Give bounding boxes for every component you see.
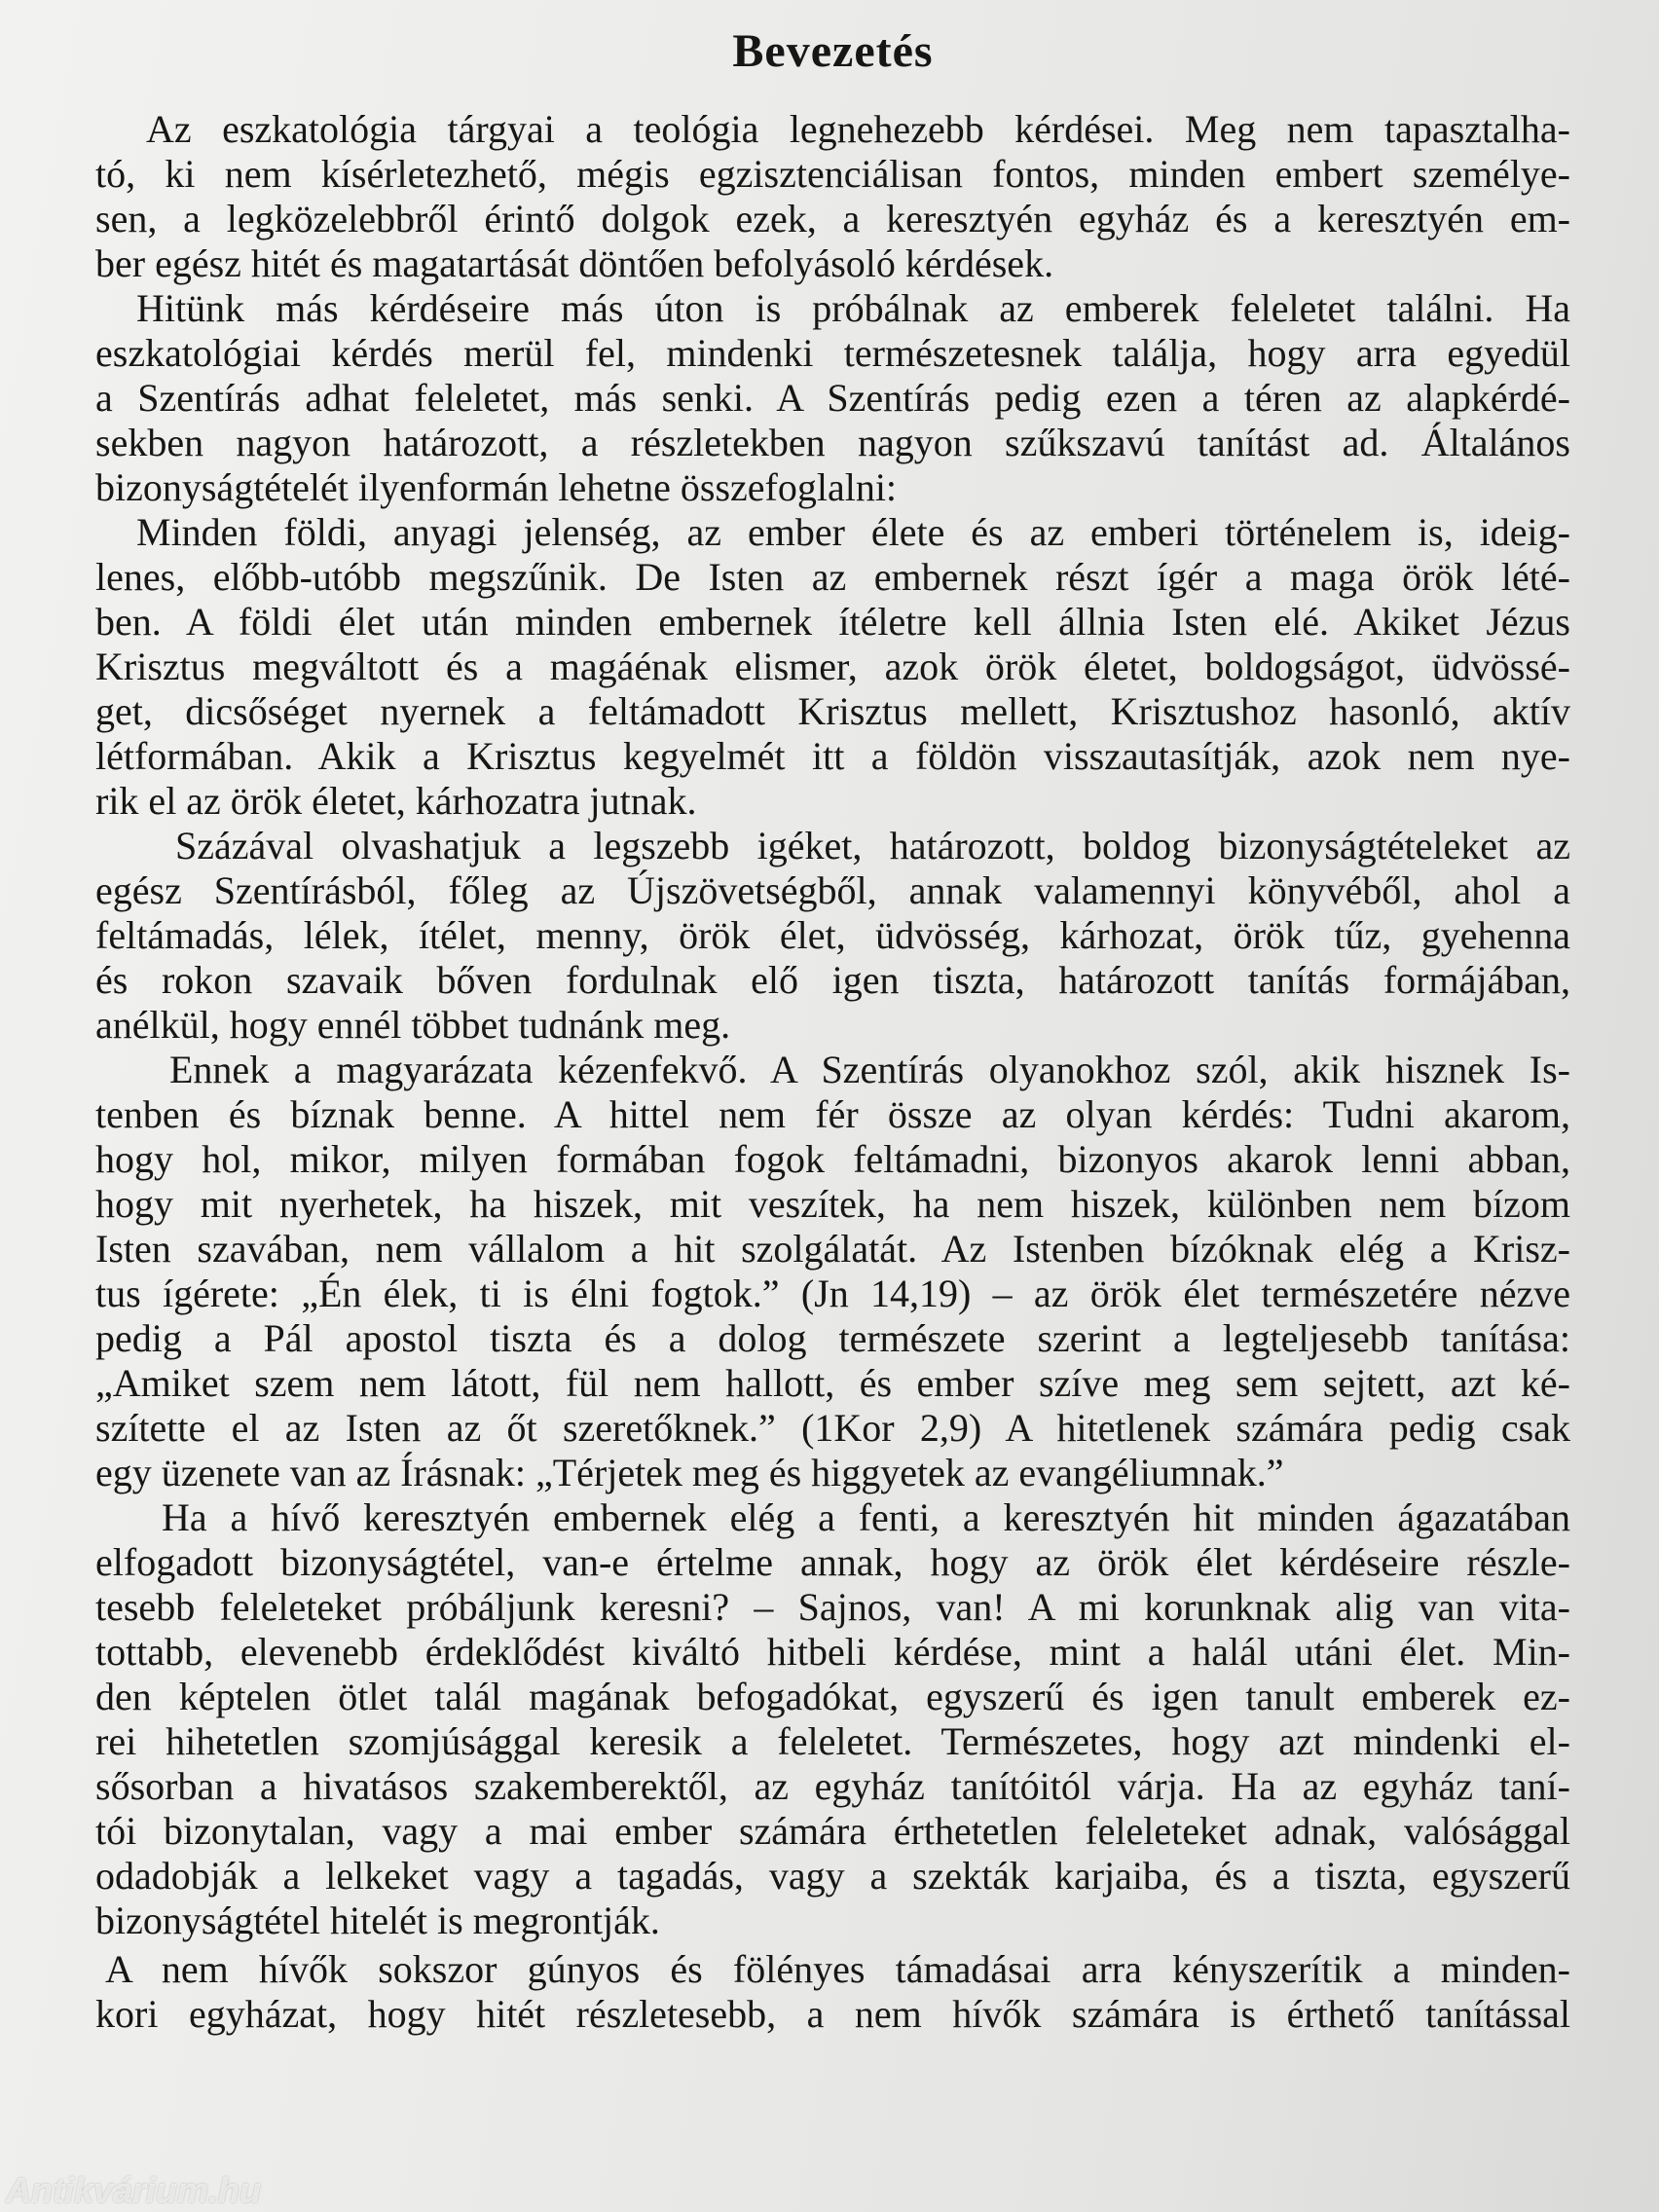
page-title: Bevezetés [732, 25, 934, 77]
text-line: anélkül, hogy ennél többet tudnánk meg. [95, 1003, 731, 1047]
text-line: Krisztus megváltott és a magáénak elismer, azok örök életet, boldogságot, üdvössé- [95, 645, 1570, 688]
text-line: rei hihetetlen szomjúsággal keresik a feleletet. Természetes, hogy azt mindenki el- [95, 1719, 1570, 1763]
text-line: tesebb feleleteket próbáljunk keresni? – Sajnos, van! A mi korunknak alig van vita- [95, 1585, 1570, 1629]
text-line: Százával olvashatjuk a legszebb igéket, határozott, boldog bizonyságtételeket az [175, 824, 1570, 867]
text-line: létformában. Akik a Krisztus kegyelmét itt a földön visszautasítják, azok nem nye- [95, 734, 1570, 778]
text-line: A nem hívők sokszor gúnyos és fölényes támadásai arra kényszerítik a minden- [105, 1947, 1570, 1991]
text-line: szítette el az Isten az őt szeretőknek.” (1Kor 2,9) A hitetlenek számára pedig csak [95, 1406, 1570, 1450]
text-line: tus ígérete: „Én élek, ti is élni fogtok.” (Jn 14,19) – az örök élet természetére nézve [95, 1272, 1570, 1315]
text-line: sekben nagyon határozott, a részletekben nagyon szűkszavú tanítást ad. Általános [95, 421, 1570, 464]
text-line: ben. A földi élet után minden embernek ítéletre kell állnia Isten elé. Akiket Jézus [95, 600, 1570, 644]
text-line: bizonyságtétel hitelét is megrontják. [95, 1899, 660, 1942]
text-line: tottabb, elevenebb érdeklődést kiváltó hitbeli kérdése, mint a halál utáni élet. Min- [95, 1630, 1570, 1674]
text-line: kori egyházat, hogy hitét részletesebb, a nem hívők számára is érthető tanítással [95, 1992, 1570, 2036]
text-line: hogy mit nyerhetek, ha hiszek, mit veszítek, ha nem hiszek, különben nem bízom [95, 1182, 1570, 1226]
text-line: Isten szavában, nem vállalom a hit szolgálatát. Az Istenben bízóknak elég a Krisz- [95, 1227, 1570, 1271]
text-line: tenben és bíznak benne. A hittel nem fér össze az olyan kérdés: Tudni akarom, [95, 1092, 1570, 1136]
text-line: Ha a hívő keresztyén embernek elég a fenti, a keresztyén hit minden ágazatában [162, 1495, 1570, 1539]
text-line: és rokon szavaik bőven fordulnak elő igen tiszta, határozott tanítás formájában, [95, 958, 1570, 1002]
text-line: egész Szentírásból, főleg az Újszövetségből, annak valamennyi könyvéből, ahol a [95, 868, 1570, 912]
text-line: eszkatológiai kérdés merül fel, mindenki természetesnek találja, hogy arra egyedül [95, 331, 1570, 375]
text-line: sen, a legközelebbről érintő dolgok ezek, a keresztyén egyház és a keresztyén em- [95, 197, 1570, 240]
text-line: den képtelen ötlet talál magának befogadókat, egyszerű és igen tanult emberek ez- [95, 1675, 1570, 1718]
text-line: tó, ki nem kísérletezhető, mégis egzisztenciálisan fontos, minden embert személye- [95, 152, 1570, 196]
text-line: sősorban a hivatásos szakemberektől, az egyház tanítóitól várja. Ha az egyház taní- [95, 1764, 1570, 1808]
text-line: Ennek a magyarázata kézenfekvő. A Szentírás olyanokhoz szól, akik hisznek Is- [169, 1048, 1570, 1091]
text-line: bizonyságtételét ilyenformán lehetne összefoglalni: [95, 465, 898, 509]
text-line: Az eszkatológia tárgyai a teológia legnehezebb kérdései. Meg nem tapasztalha- [146, 107, 1570, 151]
book-page [95, 6, 1570, 2196]
text-line: rik el az örök életet, kárhozatra jutnak. [95, 779, 697, 823]
text-line: lenes, előbb-utóbb megszűnik. De Isten az embernek részt ígér a maga örök lété- [95, 555, 1570, 599]
text-line: feltámadás, lélek, ítélet, menny, örök élet, üdvösség, kárhozat, örök tűz, gyehenna [95, 913, 1570, 957]
text-line: ber egész hitét és magatartását döntően befolyásoló kérdések. [95, 241, 1054, 285]
text-line: egy üzenete van az Írásnak: „Térjetek meg és higgyetek az evangéliumnak.” [95, 1451, 1284, 1494]
text-line: elfogadott bizonyságtétel, van-e értelme annak, hogy az örök élet kérdéseire részle- [95, 1540, 1570, 1584]
text-line: get, dicsőséget nyernek a feltámadott Krisztus mellett, Krisztushoz hasonló, aktív [95, 689, 1570, 733]
watermark: Antikvárium.hu [6, 2170, 262, 2210]
text-line: a Szentírás adhat feleletet, más senki. A Szentírás pedig ezen a téren az alapkérdé- [95, 376, 1570, 420]
text-line: pedig a Pál apostol tiszta és a dolog természete szerint a legteljesebb tanítása: [95, 1316, 1570, 1360]
text-line: Hitünk más kérdéseire más úton is próbálnak az emberek feleletet találni. Ha [136, 286, 1570, 330]
text-line: Minden földi, anyagi jelenség, az ember élete és az emberi történelem is, ideig- [136, 510, 1570, 554]
text-line: odadobják a lelkeket vagy a tagadás, vagy a szekták karjaiba, és a tiszta, egyszerű [95, 1854, 1570, 1898]
text-line: hogy hol, mikor, milyen formában fogok feltámadni, bizonyos akarok lenni abban, [95, 1137, 1570, 1181]
text-line: „Amiket szem nem látott, fül nem hallott, és ember szíve meg sem sejtett, azt ké- [95, 1361, 1570, 1405]
text-line: tói bizonytalan, vagy a mai ember számára érthetetlen feleleteket adnak, valósággal [95, 1809, 1570, 1853]
